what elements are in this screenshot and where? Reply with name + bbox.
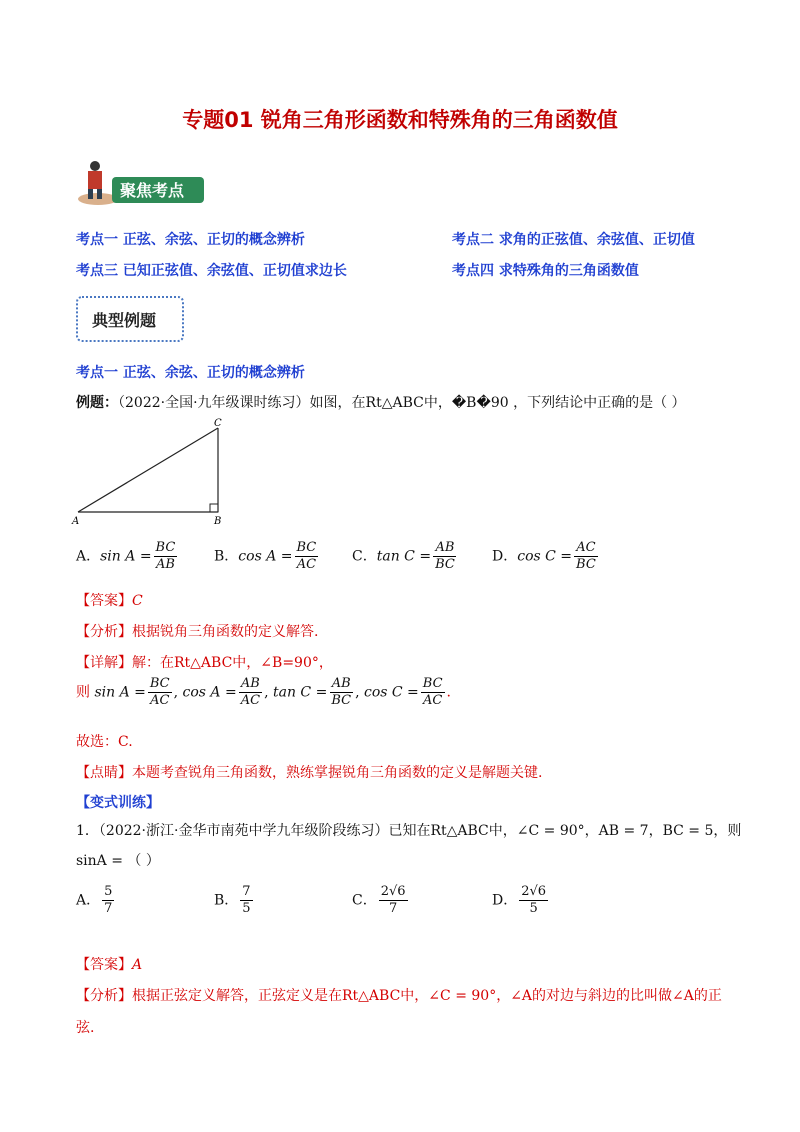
- q1-option-b[interactable]: B． $\frac{7}{5}$: [214, 884, 251, 916]
- example-analysis: 【分析】根据锐角三角函数的定义解答.: [76, 624, 319, 640]
- q1-option-c[interactable]: C． $\frac{2√6}{7}$: [352, 884, 406, 916]
- point-2: 考点二 求角的正弦值、余弦值、正切值: [452, 232, 695, 248]
- vertex-b: B: [214, 516, 222, 527]
- q1-question: 1．（2022·浙江·金华市南苑中学九年级阶段练习）已知在Rt△ABC中，∠C = 90°，AB = 7，BC = 5，则: [76, 823, 742, 839]
- example-label: 例题：: [76, 395, 118, 411]
- q1-analysis-cont: 弦.: [76, 1020, 95, 1036]
- example-option-d[interactable]: D．cos C = $\frac{AC}{BC}$: [492, 540, 596, 572]
- point-4: 考点四 求特殊角的三角函数值: [452, 263, 639, 279]
- example-choice: 故选：C.: [76, 734, 133, 750]
- point-1: 考点一 正弦、余弦、正切的概念辨析: [76, 232, 305, 248]
- vertex-a: A: [72, 516, 80, 527]
- example-detail: 【详解】解：在Rt△ABC中，∠B=90°，: [76, 655, 333, 671]
- page-title: 专题01 锐角三角形函数和特殊角的三角函数值: [182, 108, 618, 132]
- section-heading: 考点一 正弦、余弦、正切的概念辨析: [76, 365, 305, 381]
- point-3: 考点三 已知正弦值、余弦值、正切值求边长: [76, 263, 347, 279]
- q1-option-a[interactable]: A． $\frac{5}{7}$: [76, 884, 113, 916]
- q1-question-cont: sinA = （ ）: [76, 853, 160, 869]
- triangle-figure: [70, 416, 230, 528]
- examples-badge-label: 典型例题: [92, 311, 157, 330]
- example-option-a[interactable]: A．sin A = $\frac{BC}{AB}$: [76, 540, 176, 572]
- example-answer: 【答案】C: [76, 593, 143, 609]
- example-option-b[interactable]: B．cos A = $\frac{BC}{AC}$: [214, 540, 317, 572]
- example-comment: 【点睛】本题考查锐角三角函数，熟练掌握锐角三角函数的定义是解题关键.: [76, 765, 543, 781]
- example-text: （2022·全国·九年级课时练习）如图，在Rt△ABC中，�B�90 ，下列结论中正确的是（ ）: [118, 395, 686, 411]
- examples-badge: [76, 296, 184, 342]
- focus-badge-label: 聚焦考点: [120, 181, 185, 200]
- q1-answer: 【答案】A: [76, 957, 143, 973]
- vertex-c: C: [214, 418, 222, 429]
- example-option-c[interactable]: C．tan C = $\frac{AB}{BC}$: [352, 540, 455, 572]
- example-question: [76, 392, 686, 412]
- q1-analysis: 【分析】根据正弦定义解答，正弦定义是在Rt△ABC中，∠C = 90°，∠A的对边与斜边的比叫做∠A的正: [76, 988, 722, 1004]
- q1-option-d[interactable]: D． $\frac{2√6}{5}$: [492, 884, 547, 916]
- variation-heading: 【变式训练】: [76, 795, 160, 811]
- focus-badge: [76, 155, 204, 207]
- example-formula: 则 sin A = $\frac{BC}{AC}$ , cos A = $\frac{AB}{AC}$ , tan C = $\frac{AB}{BC}$ , cos C = $\frac{BC}{AC}$ .: [76, 676, 451, 708]
